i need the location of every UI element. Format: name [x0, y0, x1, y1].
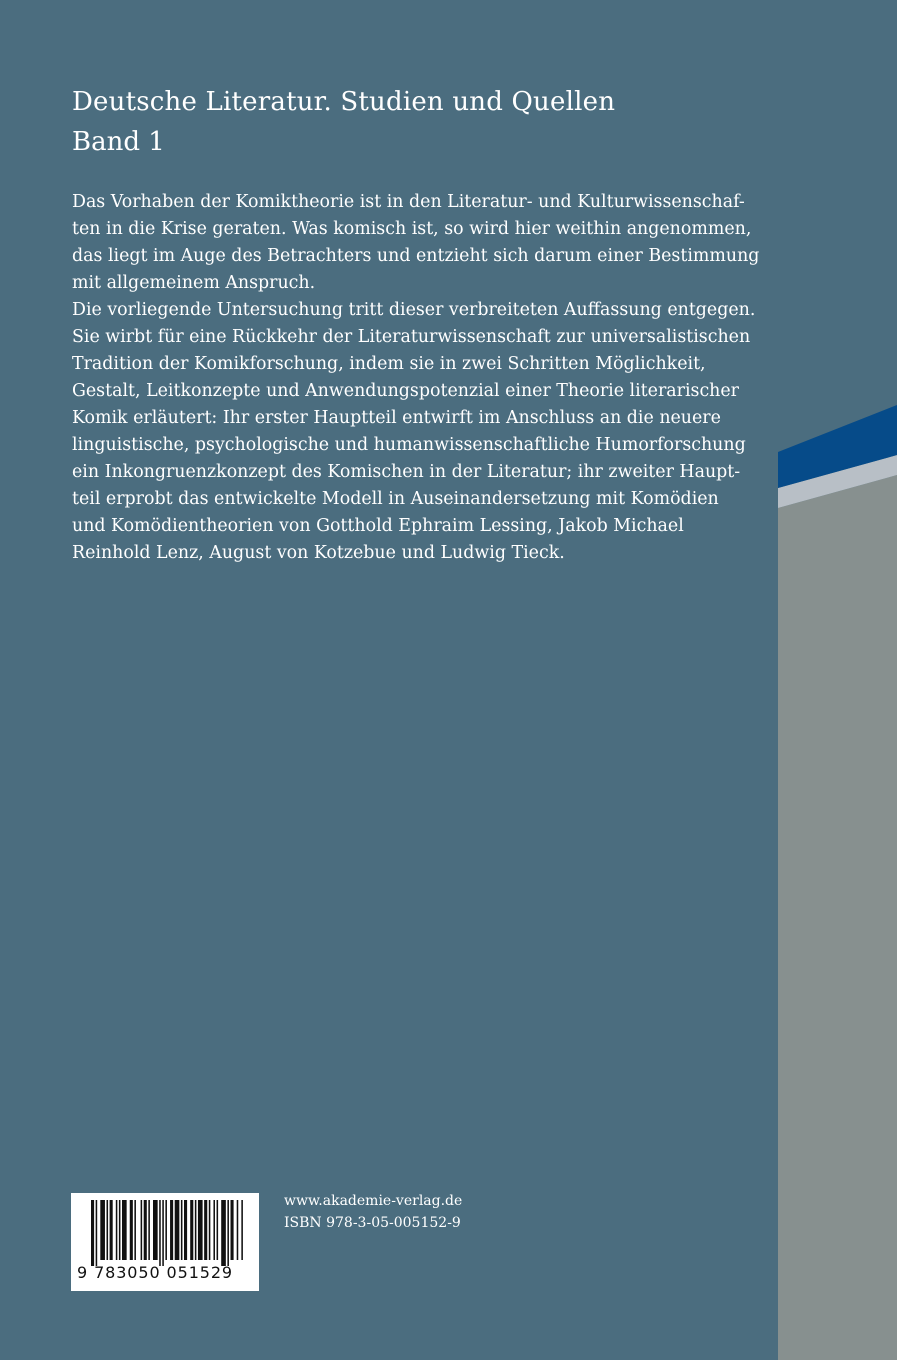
barcode-bar — [110, 1200, 113, 1260]
barcode-bar — [153, 1200, 158, 1260]
barcode-digits: 9 783050 051529 — [77, 1263, 234, 1282]
barcode-bar — [119, 1200, 121, 1260]
barcode-bar — [213, 1200, 215, 1260]
barcode-bar — [175, 1200, 180, 1260]
blurb-line: Das Vorhaben der Komiktheorie ist in den Literatur- und Kulturwissenschaf- — [72, 192, 745, 212]
blurb-line: und Komödientheorien von Gotthold Ephraim Lessing, Jakob Michael — [72, 516, 684, 536]
barcode-bar — [144, 1200, 147, 1260]
blurb-line: Reinhold Lenz, August von Kotzebue und Ludwig Tieck. — [72, 543, 565, 563]
barcode-bar — [231, 1200, 234, 1260]
barcode-bar — [130, 1200, 133, 1260]
barcode-bar — [190, 1200, 193, 1260]
blurb-paragraph-2 — [72, 297, 756, 567]
barcode-bar — [165, 1200, 167, 1260]
decorative-sidebar — [778, 0, 897, 1360]
barcode-bar — [141, 1200, 143, 1260]
barcode-bar — [217, 1200, 219, 1260]
barcode-bar — [122, 1200, 127, 1260]
barcode-bar — [204, 1200, 207, 1260]
publisher-website: www.akademie-verlag.de — [284, 1193, 463, 1209]
blurb-line: teil erprobt das entwickelte Modell in Auseinandersetzung mit Komödien — [72, 489, 719, 509]
barcode-bar — [209, 1200, 211, 1260]
isbn-barcode — [71, 1193, 259, 1291]
barcode-bar — [184, 1200, 187, 1260]
blurb-line: ein Inkongruenzkonzept des Komischen in der Literatur; ihr zweiter Haupt- — [72, 462, 741, 482]
barcode-bar — [100, 1200, 105, 1260]
volume-number: Band 1 — [72, 127, 165, 157]
blurb-line: mit allgemeinem Anspruch. — [72, 273, 316, 293]
blurb-line: linguistische, psychologische und humanwissenschaftliche Humorforschung — [72, 435, 746, 455]
barcode-bar — [159, 1200, 161, 1266]
publisher-info — [284, 1190, 462, 1234]
barcode-bar — [134, 1200, 136, 1260]
barcode-bar — [91, 1200, 94, 1266]
barcode-bar — [148, 1200, 150, 1260]
barcode-bar — [227, 1200, 229, 1266]
barcode-bar — [116, 1200, 118, 1260]
barcode-bar — [170, 1200, 173, 1260]
series-title: Deutsche Literatur. Studien und Quellen — [72, 87, 616, 117]
barcode-bar — [107, 1200, 109, 1260]
barcode-bar — [195, 1200, 197, 1260]
blurb-line: Sie wirbt für eine Rückkehr der Literaturwissenschaft zur universalistischen — [72, 327, 751, 347]
barcode-bar — [221, 1200, 226, 1266]
barcode-bar — [181, 1200, 183, 1260]
barcode-bar — [237, 1200, 239, 1260]
publisher-isbn: ISBN 978-3-05-005152-9 — [284, 1215, 461, 1231]
barcode-bar — [241, 1200, 243, 1260]
blurb-line: Gestalt, Leitkonzepte und Anwendungspotenzial einer Theorie literarischer — [72, 381, 739, 401]
blurb-text — [72, 189, 760, 567]
sidebar-gray-panel — [778, 475, 897, 1360]
blurb-line: ten in die Krise geraten. Was komisch ist, so wird hier weithin angenommen, — [72, 219, 752, 239]
barcode-bar — [96, 1200, 98, 1266]
blurb-line: Tradition der Komikforschung, indem sie in zwei Schritten Möglichkeit, — [72, 354, 706, 374]
blurb-paragraph-1 — [72, 189, 760, 297]
barcode-bar — [162, 1200, 164, 1266]
blurb-line: das liegt im Auge des Betrachters und entzieht sich darum einer Bestimmung — [72, 246, 760, 266]
barcode-bar — [198, 1200, 203, 1260]
blurb-line: Komik erläutert: Ihr erster Hauptteil entwirft im Anschluss an die neuere — [72, 408, 721, 428]
blurb-line: Die vorliegende Untersuchung tritt dieser verbreiteten Auffassung entgegen. — [72, 300, 756, 320]
